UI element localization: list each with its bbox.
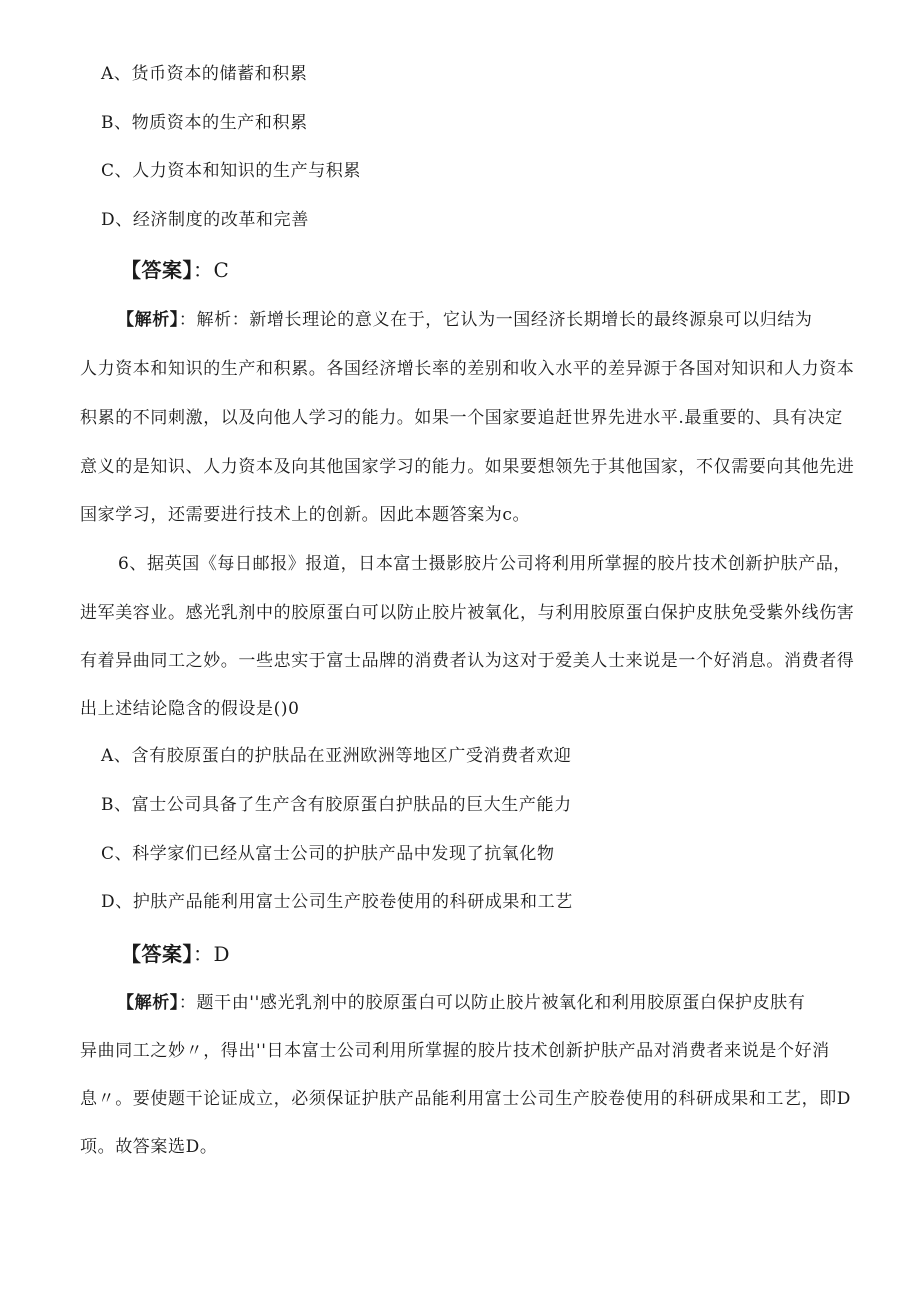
- q6-analysis-line-3: 息〃。要使题干论证成立，必须保证护肤产品能利用富士公司生产胶卷使用的科研成果和工艺，即D: [80, 1089, 852, 1109]
- q6-stem-line-2: 进军美容业。感光乳剂中的胶原蛋白可以防止胶片被氧化，与利用胶原蛋白保护皮肤免受紫外线伤害: [80, 603, 855, 623]
- q6-answer: [121, 940, 230, 968]
- q6-option-c: C、科学家们已经从富士公司的护肤产品中发现了抗氧化物: [101, 844, 555, 864]
- q5-option-d: D、经济制度的改革和完善: [101, 210, 309, 230]
- q5-answer-value: ：C: [193, 258, 230, 282]
- q5-analysis-line-2: 人力资本和知识的生产和积累。各国经济增长率的差别和收入水平的差异源于各国对知识和人力资本: [80, 359, 855, 379]
- q5-analysis-label: 【解析】: [117, 310, 179, 330]
- q6-answer-value: ：D: [193, 942, 231, 966]
- q6-stem-line-3: 有着异曲同工之妙。一些忠实于富士品牌的消费者认为这对于爱美人士来说是一个好消息。消费者得: [80, 651, 855, 671]
- q5-answer-label: 【答案】: [121, 258, 193, 282]
- q5-analysis-line-3: 积累的不同刺激，以及向他人学习的能力。如果一个国家要追赶世界先进水平.最重要的、具有决定: [80, 408, 843, 428]
- q6-option-b: B、富士公司具备了生产含有胶原蛋白护肤品的巨大生产能力: [101, 795, 572, 815]
- q5-analysis-line-5: 国家学习，还需要进行技术上的创新。因此本题答案为c。: [80, 505, 531, 525]
- q6-analysis-line-2: 异曲同工之妙〃，得出''日本富士公司利用所掌握的胶片技术创新护肤产品对消费者来说是个好消: [80, 1041, 830, 1061]
- q5-analysis-text-1: ：解析：新增长理论的意义在于，它认为一国经济长期增长的最终源泉可以归结为: [178, 310, 813, 330]
- q6-analysis-line-1: [117, 991, 805, 1015]
- q6-analysis-label: 【解析】: [117, 993, 179, 1013]
- q5-analysis-line-4: 意义的是知识、人力资本及向其他国家学习的能力。如果要想领先于其他国家，不仅需要向其他先进: [80, 457, 855, 477]
- q6-answer-label: 【答案】: [121, 942, 193, 966]
- q6-stem-line-4: 出上述结论隐含的假设是()0: [80, 699, 300, 719]
- q6-analysis-line-4: 项。故答案选D。: [80, 1137, 218, 1157]
- q5-analysis-line-1: [117, 308, 813, 332]
- q5-option-b: B、物质资本的生产和积累: [101, 113, 308, 133]
- q5-answer: [121, 256, 229, 284]
- q5-option-a: A、货币资本的储蓄和积累: [101, 64, 308, 84]
- q6-analysis-text-1: ：题干由''感光乳剂中的胶原蛋白可以防止胶片被氧化和利用胶原蛋白保护皮肤有: [178, 993, 806, 1013]
- q5-option-c: C、人力资本和知识的生产与积累: [101, 161, 362, 181]
- q6-option-a: A、含有胶原蛋白的护肤品在亚洲欧洲等地区广受消费者欢迎: [101, 746, 572, 766]
- q6-stem-line-1: 6、据英国《每日邮报》报道，日本富士摄影胶片公司将利用所掌握的胶片技术创新护肤产品，: [118, 554, 852, 574]
- q6-option-d: D、护肤产品能利用富士公司生产胶卷使用的科研成果和工艺: [101, 892, 573, 912]
